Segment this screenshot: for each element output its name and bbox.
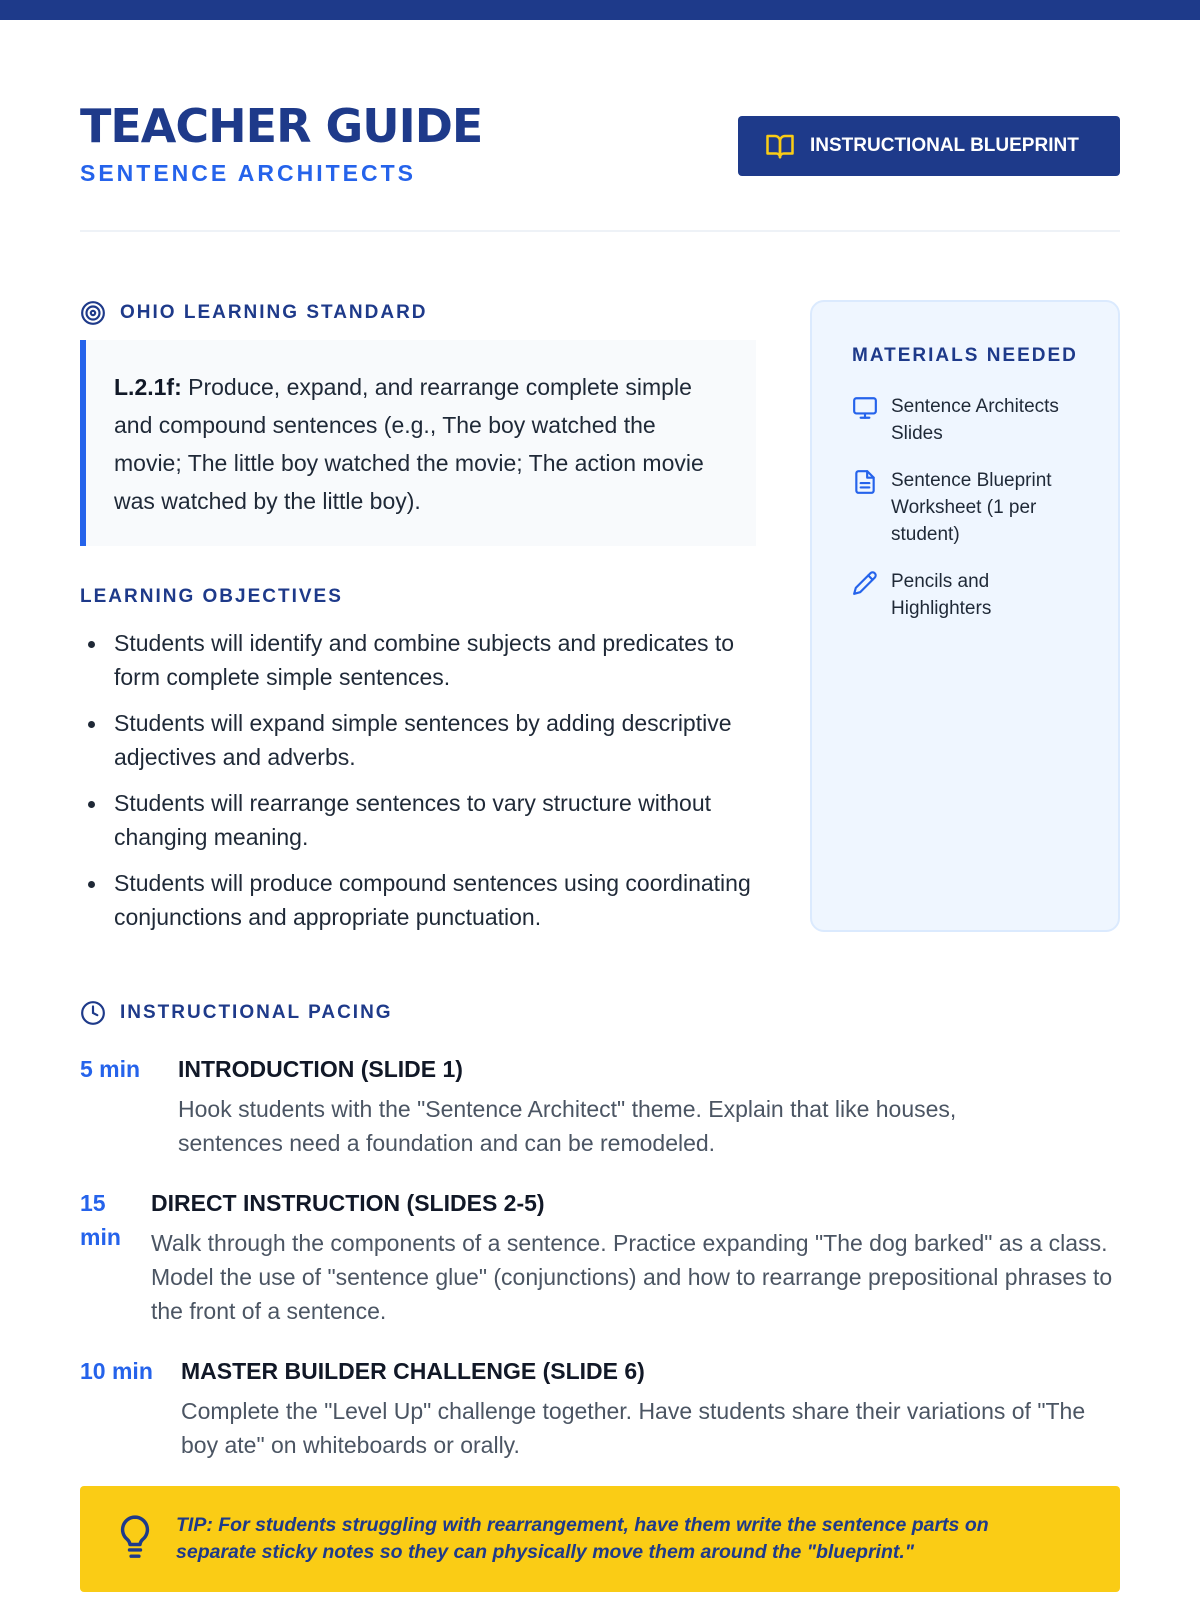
pacing-heading — [80, 1000, 393, 1026]
objectives-heading: LEARNING OBJECTIVES — [80, 586, 343, 607]
pencil-icon — [852, 570, 878, 596]
pacing-title: MASTER BUILDER CHALLENGE (SLIDE 6) — [181, 1358, 645, 1384]
pacing-description: Hook students with the "Sentence Architect" theme. Explain that like houses, sentences need a foundation and can be remodeled. — [178, 1096, 957, 1156]
standard-heading-text: OHIO LEARNING STANDARD — [120, 302, 428, 323]
standard-code: L.2.1f: — [114, 374, 182, 400]
pacing-title: INTRODUCTION (SLIDE 1) — [178, 1056, 463, 1082]
lightbulb-icon — [116, 1514, 154, 1564]
pacing-time: 15 min — [80, 1190, 121, 1250]
material-label: Pencils and Highlighters — [891, 571, 992, 619]
pacing-row — [80, 1052, 1048, 1160]
standard-box — [80, 340, 756, 546]
badge-label: INSTRUCTIONAL BLUEPRINT — [810, 135, 1079, 156]
target-icon — [80, 300, 106, 326]
materials-list — [852, 393, 1084, 622]
pacing-description: Walk through the components of a sentence. Practice expanding "The dog barked" as a class. Model the use of "sentence glue" (conjunctions) and how to rearrange prepositional phrases to the front of a sentence. — [151, 1230, 1113, 1324]
objective-item: Students will expand simple sentences by adding descriptive adjectives and adverbs. — [80, 706, 760, 774]
materials-heading: MATERIALS NEEDED — [852, 345, 1078, 366]
material-label: Sentence Blueprint Worksheet (1 per student) — [891, 470, 1052, 545]
objective-item: Students will identify and combine subjects and predicates to form complete simple sentences. — [80, 626, 760, 694]
top-accent-bar — [0, 0, 1200, 20]
material-label: Sentence Architects Slides — [891, 396, 1059, 444]
materials-panel — [810, 300, 1120, 932]
pacing-content — [181, 1354, 1120, 1462]
pacing-description: Complete the "Level Up" challenge together. Have students share their variations of "The boy ate" on whiteboards or orally. — [181, 1398, 1086, 1458]
pacing-time: 10 min — [80, 1358, 153, 1384]
clock-icon — [80, 1000, 106, 1026]
document-icon — [852, 469, 878, 495]
objectives-list — [80, 626, 760, 946]
pacing-title: DIRECT INSTRUCTION (SLIDES 2-5) — [151, 1190, 545, 1216]
objective-item: Students will produce compound sentences using coordinating conjunctions and appropriate punctuation. — [80, 866, 760, 934]
pacing-row — [80, 1354, 1120, 1462]
book-open-icon — [764, 131, 796, 161]
page-subtitle: SENTENCE ARCHITECTS — [80, 160, 416, 186]
monitor-icon — [852, 395, 878, 421]
page-title: TEACHER GUIDE — [80, 99, 483, 153]
objective-item: Students will rearrange sentences to vary structure without changing meaning. — [80, 786, 760, 854]
pacing-time: 5 min — [80, 1056, 141, 1082]
pacing-heading-text: INSTRUCTIONAL PACING — [120, 1002, 393, 1023]
page-header — [80, 100, 1120, 232]
pacing-row — [80, 1186, 1120, 1328]
material-item-worksheet — [852, 467, 1084, 548]
pacing-content — [178, 1052, 1048, 1160]
teacher-tip-box — [80, 1486, 1120, 1592]
standard-text: Produce, expand, and rearrange complete simple and compound sentences (e.g., The boy watched the movie; The little boy watched the movie; The action movie was watched by the little boy). — [114, 374, 704, 514]
standard-heading — [80, 300, 428, 326]
pacing-content — [151, 1186, 1120, 1328]
material-item-slides — [852, 393, 1084, 447]
instructional-blueprint-badge — [738, 116, 1120, 176]
material-item-pencils — [852, 568, 1084, 622]
tip-text: TIP: For students struggling with rearrangement, have them write the sentence parts on separate sticky notes so they can physically move them around the "blueprint." — [176, 1514, 989, 1563]
